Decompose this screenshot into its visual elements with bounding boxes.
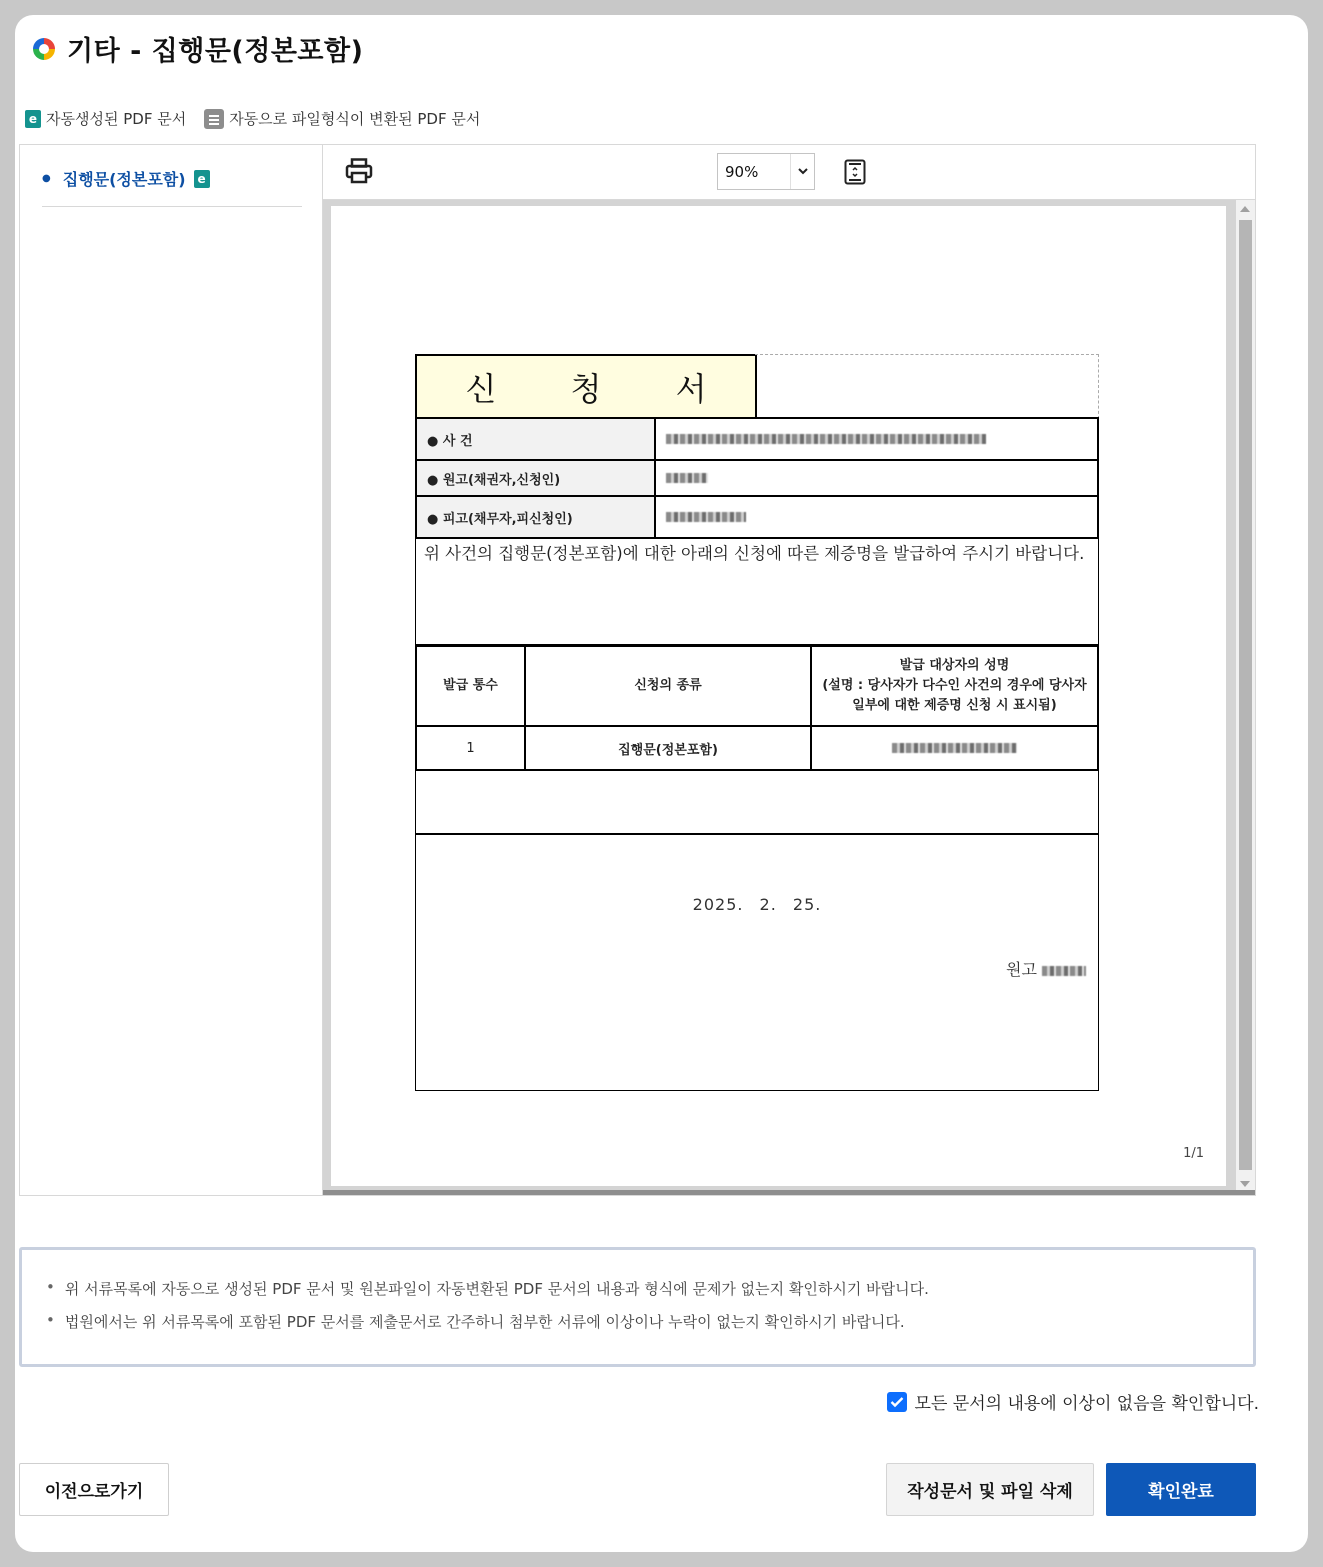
scroll-thumb[interactable] (1239, 220, 1252, 1170)
info-row-case (416, 418, 1098, 460)
legend-auto-converted (204, 108, 480, 129)
legend (25, 108, 480, 129)
plaintiff-label: ● 원고(채권자,신청인) (416, 460, 655, 496)
issue-header-row (416, 646, 1098, 726)
issue-header-type: 신청의 종류 (525, 646, 811, 726)
confirm-label[interactable]: 모든 문서의 내용에 이상이 없음을 확인합니다. (914, 1394, 1259, 1414)
issue-header-target: 발급 대상자의 성명 (설명 : 당사자가 다수인 사건의 경우에 당사자 일부에 대한 제증명 신청 시 표시됨) (811, 646, 1098, 726)
doc-lines-icon (204, 109, 224, 129)
e-doc-icon: e (194, 170, 210, 188)
document-list (20, 145, 323, 1195)
issue-count: 1 (416, 726, 525, 770)
form-title-blank (755, 354, 1099, 419)
notice-item: • 위 서류목록에 자동으로 생성된 PDF 문서 및 원본파일이 자동변환된 PDF 문서의 내용과 형식에 문제가 없는지 확인하시기 바랍니다. (46, 1278, 1229, 1299)
zoom-value: 90% (725, 162, 759, 181)
issue-target (811, 726, 1098, 770)
pdf-page (331, 206, 1226, 1186)
legend-auto-converted-label: 자동으로 파일형식이 변환된 PDF 문서 (229, 110, 481, 128)
defendant-value (655, 496, 1098, 538)
scroll-up-icon[interactable] (1240, 206, 1250, 212)
info-row-defendant (416, 496, 1098, 538)
printer-icon (345, 158, 373, 184)
vertical-scrollbar[interactable] (1236, 200, 1255, 1195)
bullet: ● (42, 173, 51, 184)
info-row-plaintiff (416, 460, 1098, 496)
fit-page-icon (844, 159, 866, 185)
legend-auto-generated-label: 자동생성된 PDF 문서 (46, 110, 187, 128)
confirm-complete-button[interactable]: 확인완료 (1106, 1463, 1256, 1516)
blank-row (415, 769, 1099, 835)
viewer-toolbar (323, 145, 1255, 200)
document-viewer (19, 144, 1256, 1196)
horizontal-scrollbar[interactable] (323, 1190, 1255, 1195)
redacted-text (892, 743, 1017, 753)
signer (1006, 957, 1086, 980)
signature-box (415, 835, 1099, 1091)
defendant-label: ● 피고(채무자,피신청인) (416, 496, 655, 538)
document-list-item[interactable] (42, 167, 302, 207)
scroll-down-icon[interactable] (1240, 1181, 1250, 1187)
sign-date: 2025. 2. 25. (692, 895, 822, 914)
page-title: 기타 - 집행문(정본포함) (67, 36, 364, 67)
case-value (655, 418, 1098, 460)
print-button[interactable] (343, 155, 375, 187)
redacted-text (1042, 966, 1086, 976)
confirm-checkbox[interactable] (887, 1392, 907, 1412)
request-text: 위 사건의 집행문(정본포함)에 대한 아래의 신청에 따른 제증명을 발급하여 주시기 바랍니다. (415, 537, 1099, 645)
page-indicator: 1/1 (1183, 1146, 1204, 1161)
notice-box (19, 1247, 1256, 1367)
confirm-checkbox-row[interactable] (887, 1389, 1259, 1414)
form-title: 신 청 서 (415, 354, 757, 419)
legend-auto-generated (25, 108, 186, 129)
notice-item: • 법원에서는 위 서류목록에 포함된 PDF 문서를 제출문서로 간주하니 첨부한 서류에 이상이나 누락이 없는지 확인하시기 바랍니다. (46, 1311, 1229, 1332)
logo-icon (33, 38, 55, 60)
plaintiff-value (655, 460, 1098, 496)
issue-header-count: 발급 통수 (416, 646, 525, 726)
delete-documents-button[interactable]: 작성문서 및 파일 삭제 (886, 1463, 1094, 1516)
issue-row (416, 726, 1098, 770)
zoom-select[interactable] (717, 153, 815, 190)
title-row (33, 29, 363, 68)
signer-label: 원고 (1005, 960, 1037, 979)
redacted-text (666, 512, 746, 522)
issue-type: 집행문(정본포함) (525, 726, 811, 770)
pdf-preview[interactable] (323, 200, 1255, 1195)
issue-table (415, 645, 1099, 771)
info-table (415, 417, 1099, 539)
fit-page-button[interactable] (841, 157, 869, 187)
check-icon (890, 1396, 904, 1408)
document-list-item-label[interactable]: 집행문(정본포함) (62, 170, 186, 189)
e-doc-icon: e (25, 110, 41, 128)
chevron-down-icon (790, 154, 814, 189)
previous-button[interactable]: 이전으로가기 (19, 1463, 169, 1516)
redacted-text (666, 434, 986, 444)
redacted-text (666, 473, 708, 483)
case-label: ● 사 건 (416, 418, 655, 460)
